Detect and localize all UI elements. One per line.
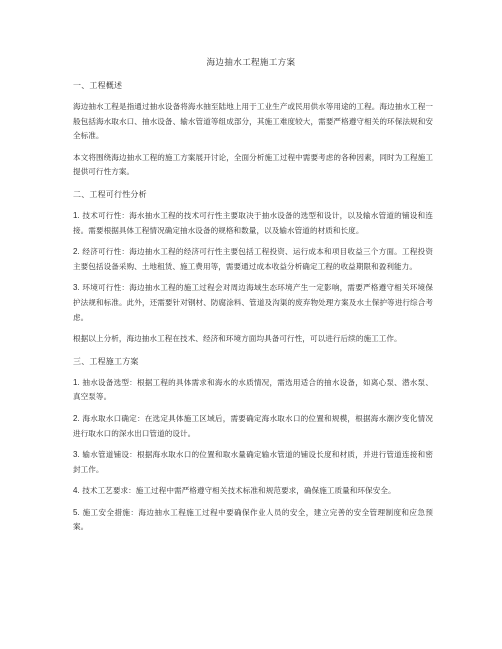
paragraph (73, 151, 433, 180)
paragraph-text: 技术工艺要求：施工过程中需严格遵守相关技术标准和规范要求，确保施工质量和环保安全。 (79, 486, 396, 496)
list-number: 4. (73, 486, 80, 496)
list-number: 3. (73, 450, 80, 460)
paragraph-text: 施工安全措施：海边抽水工程施工过程中要确保作业人员的安全，建立完善的安全管理制度和应急预案。 (73, 507, 433, 532)
paragraph-text: 经济可行性：海边抽水工程的经济可行性主要包括工程投资、运行成本和项目收益三个方面。工程投资主要包括设备采购、土地租赁、施工费用等，需要通过成本收益分析确定工程的收益期限和盈利能力。 (73, 247, 433, 271)
paragraph (73, 209, 433, 238)
paragraph-text: 海水取水口确定：在选定具体施工区域后，需要确定海水取水口的位置和规模，根据海水潮汐变化情况进行取水口的深水出口管道的设计。 (73, 413, 433, 438)
paragraph (73, 332, 433, 347)
list-number: 1. (73, 377, 80, 387)
list-number: 3. (73, 283, 80, 293)
paragraph (73, 412, 433, 441)
paragraph-text: 输水管道铺设：根据海水取水口的位置和取水量确定输水管道的铺设长度和材质，并进行管道连接和密封工作。 (73, 450, 433, 474)
document-title: 海边抽水工程施工方案 (206, 58, 296, 68)
paragraph (73, 376, 433, 405)
paragraph (73, 100, 433, 144)
list-number: 1. (73, 210, 80, 220)
paragraph-text: 本文将围绕海边抽水工程的施工方案展开讨论，全面分析施工过程中需要考虑的各种因素，同时为工程施工提供可行性方案。 (73, 152, 433, 177)
paragraph (73, 448, 433, 477)
section-heading: 一、工程概述 (73, 81, 123, 90)
paragraph (73, 506, 433, 535)
paragraph-text: 抽水设备选型：根据工程的具体需求和海水的水质情况，需选用适合的抽水设备，如离心泵、潜水泵、真空泵等。 (73, 377, 433, 402)
paragraph-text: 环境可行性：海边抽水工程的施工过程会对周边海域生态环境产生一定影响，需要严格遵守相关环境保护法规和标准。此外，还需要针对钢材、防腐涂料、管道及沟渠的废弃物处理方案及水土保护等进行综合考虑。 (73, 283, 433, 322)
paragraph (73, 484, 433, 499)
list-number: 2. (73, 413, 80, 423)
document-body (73, 80, 433, 544)
paragraph (73, 281, 433, 325)
paragraph (73, 245, 433, 274)
paragraph-text: 技术可行性：海水抽水工程的技术可行性主要取决于抽水设备的选型和设计，以及输水管道的铺设和连接。需要根据具体工程情况确定抽水设备的规格和数量，以及输水管道的材质和长度。 (73, 210, 433, 235)
section-heading: 二、工程可行性分析 (73, 189, 147, 199)
paragraph-text: 海边抽水工程是指通过抽水设备将海水抽至陆地上用于工业生产或民用供水等用途的工程。海边抽水工程一般包括海水取水口、抽水设备、输水管道等组成部分，其施工难度较大，需要严格遵守相关的环保法规和安全标准。 (73, 102, 433, 141)
list-number: 2. (73, 247, 80, 257)
paragraph-text: 根据以上分析，海边抽水工程在技术、经济和环境方面均具备可行性，可以进行后续的施工工作。 (73, 334, 402, 344)
section-heading: 三、工程施工方案 (73, 356, 139, 366)
list-number: 5. (73, 507, 80, 517)
